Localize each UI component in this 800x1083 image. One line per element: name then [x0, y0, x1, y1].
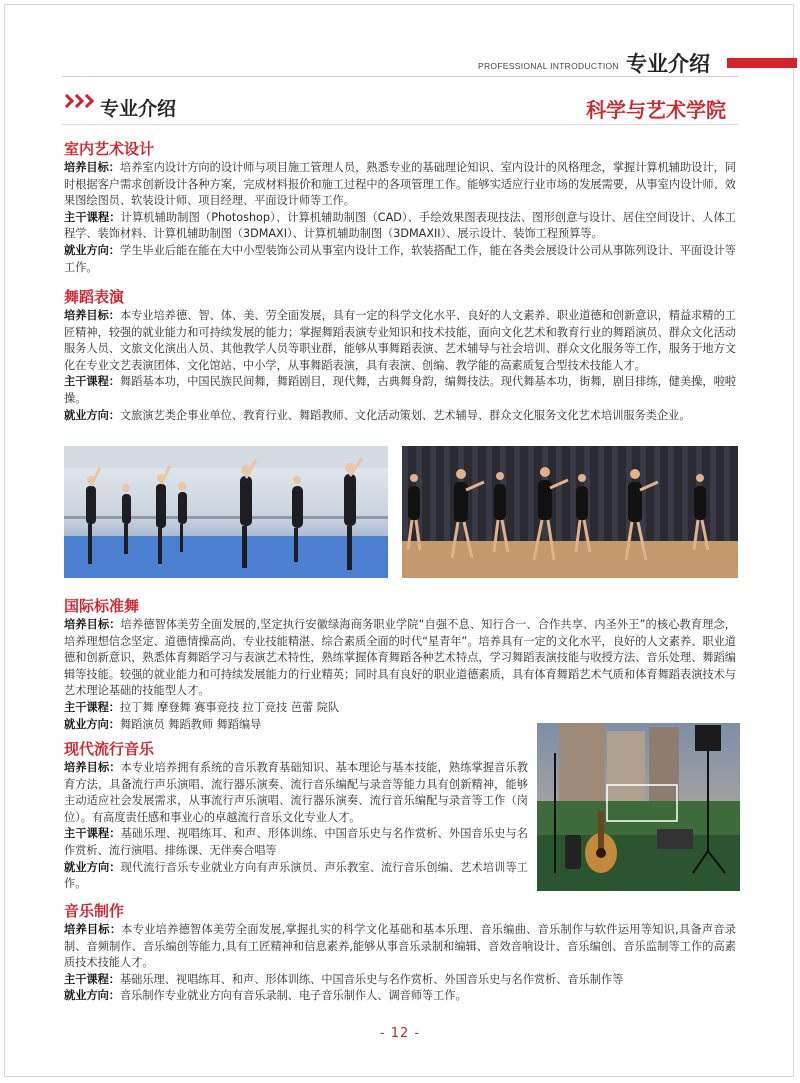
- major-ballroom-dance: [64, 597, 736, 733]
- major-pop-music: [64, 740, 528, 893]
- major-courses: 主干课程：拉丁舞 摩登舞 赛事竞技 拉丁竞技 芭蕾 院队: [64, 700, 340, 714]
- latin-dance-photo: [402, 446, 738, 578]
- major-career: 就业方向：学生毕业后能在能在大中小型装饰公司从事室内设计工作，软装搭配工作，能在各类会展设计公司从事陈列设计、平面设计等工作。: [64, 243, 736, 274]
- chevrons-icon: [62, 96, 92, 106]
- header-divider: [62, 76, 738, 77]
- major-goal: 培养目标：本专业培养德智体美劳全面发展,掌握扎实的科学文化基础和基本乐理、音乐编曲、音乐制作与软件运用等知识,具备声音录制、音频制作、音乐编创等能力,具有工匠精神和信息素养,能够从事音乐录制和编辑、音效音响设计、音乐编创、音乐监制等工作的高素质技术技能人才。: [64, 923, 736, 970]
- major-goal: 培养目标：培养室内设计方向的设计师与项目施工管理人员，熟悉专业的基础理论知识、室内设计的风格理念，掌握计算机辅助设计，同时根据客户需求创新设计各种方案，完成材料报价和施工过程中的各项管理工作。能够实适应行业市场的发展需要，从事室内设计师、效果图绘图员、软装设计师、项目经理、平面设计师等工作。: [64, 161, 736, 208]
- dance-class-photo: [64, 446, 388, 578]
- major-courses: 主干课程：基础乐理、视唱练耳、和声、形体训练、中国音乐史与名作赏析、外国音乐史与名作赏析、音乐制作等: [64, 972, 624, 986]
- major-title: 音乐制作: [64, 902, 125, 920]
- major-courses: 主干课程：计算机辅助制图（Photoshop）、计算机辅助制图（CAD）、手绘效果图表现技法、图形创意与设计、居住空间设计、人体工程学、装饰材料、计算机辅助制图（3DMAXI）、计算机辅助制图（3DMAXII）、展示设计、装饰工程预算等。: [64, 210, 736, 241]
- major-goal: 培养目标：本专业培养德、智、体、美、劳全面发展，具有一定的科学文化水平、良好的人文素养、职业道德和创新意识，精益求精的工匠精神，较强的就业能力和可持续发展的能力；掌握舞蹈表演专业知识和技术技能，面向文化艺术和教育行业的舞蹈演员、群众文化活动服务人员、文旅文化演出人员、其他教学人员等职业群，能够从事舞蹈表演、艺术辅导与社会培训、群众文化服务等工作，服务于地方文化在专业文艺表演团体、文化馆站、中小学，从事舞蹈表演，具有表演、创编、教学能的高素质复合型技术技能人才。: [64, 309, 736, 372]
- header-accent-bar: [727, 58, 797, 68]
- major-career: 就业方向：舞蹈演员 舞蹈教师 舞蹈编导: [64, 717, 262, 731]
- major-courses: 主干课程：舞蹈基本功，中国民族民间舞，舞蹈剧目，现代舞，古典舞身韵，编舞技法。现代舞基本功，街舞，剧目排练，健美操，啦啦操。: [64, 375, 736, 405]
- major-title: 室内艺术设计: [64, 140, 155, 158]
- page-number: - 12 -: [379, 1026, 421, 1041]
- major-title: 舞蹈表演: [64, 288, 125, 306]
- major-title: 国际标准舞: [64, 597, 140, 615]
- major-career: 就业方向：现代流行音乐专业就业方向有声乐演员、声乐教室、流行音乐创编、艺术培训等工作。: [64, 860, 528, 891]
- outdoor-concert-photo: [537, 723, 740, 891]
- section-title: 专业介绍: [100, 98, 177, 120]
- major-goal: 培养目标：本专业培养拥有系统的音乐教育基础知识、基本理论与基本技能，熟练掌握音乐教育方法，具备流行声乐演唱、流行器乐演奏、流行音乐编配与录音等能力具有创新精神，能够主动适应社会发展需求，从事流行声乐演唱、流行器乐演奏、流行音乐编配与录音等工作（岗位）。有高度责任感和事业心的卓越流行音乐文化专业人才。: [64, 761, 528, 824]
- major-career: 就业方向：音乐制作专业就业方向有音乐录制、电子音乐制作人、调音师等工作。: [64, 989, 467, 1003]
- major-goal: 培养目标：培养德智体美劳全面发展的,坚定执行安徽绿海商务职业学院“自强不息、知行合一、合作共享、内圣外王”的核心教育理念，培养理想信念坚定、道德情操高尚、专业技能精湛、综合素质全面的时代“星青年”。培养具有一定的文化水平，良好的人文素养、职业道德和创新意识，熟悉体育舞蹈学习与表演艺术特性，熟练掌握体育舞蹈各种艺术特点，学习舞蹈表演技能与收授方法、音乐处理、舞蹈编辑等技能。较强的就业能力和可持续发展能力的行业精英；同时具有良好的职业道德素质，具有体育舞蹈艺术气质和体育舞蹈表演技术与艺术理论基础的技能型人才。: [64, 618, 736, 698]
- major-dance-performance: [64, 288, 736, 424]
- section-divider: [62, 124, 738, 125]
- major-career: 就业方向：文旅演艺类企事业单位、教育行业、舞蹈教师、文化活动策划、艺术辅导、群众文化服务文化艺术培训服务类企业。: [64, 408, 691, 422]
- major-interior-design: [64, 140, 736, 276]
- header-english: PROFESSIONAL INTRODUCTION: [478, 61, 619, 71]
- school-name: 科学与艺术学院: [586, 98, 726, 122]
- major-courses: 主干课程：基础乐理、视唱练耳、和声、形体训练、中国音乐史与名作赏析、外国音乐史与名作赏析、流行演唱、排练课、无伴奏合唱等: [64, 827, 528, 857]
- header-chinese: 专业介绍: [626, 52, 710, 76]
- major-title: 现代流行音乐: [64, 740, 155, 758]
- major-music-production: [64, 902, 736, 1005]
